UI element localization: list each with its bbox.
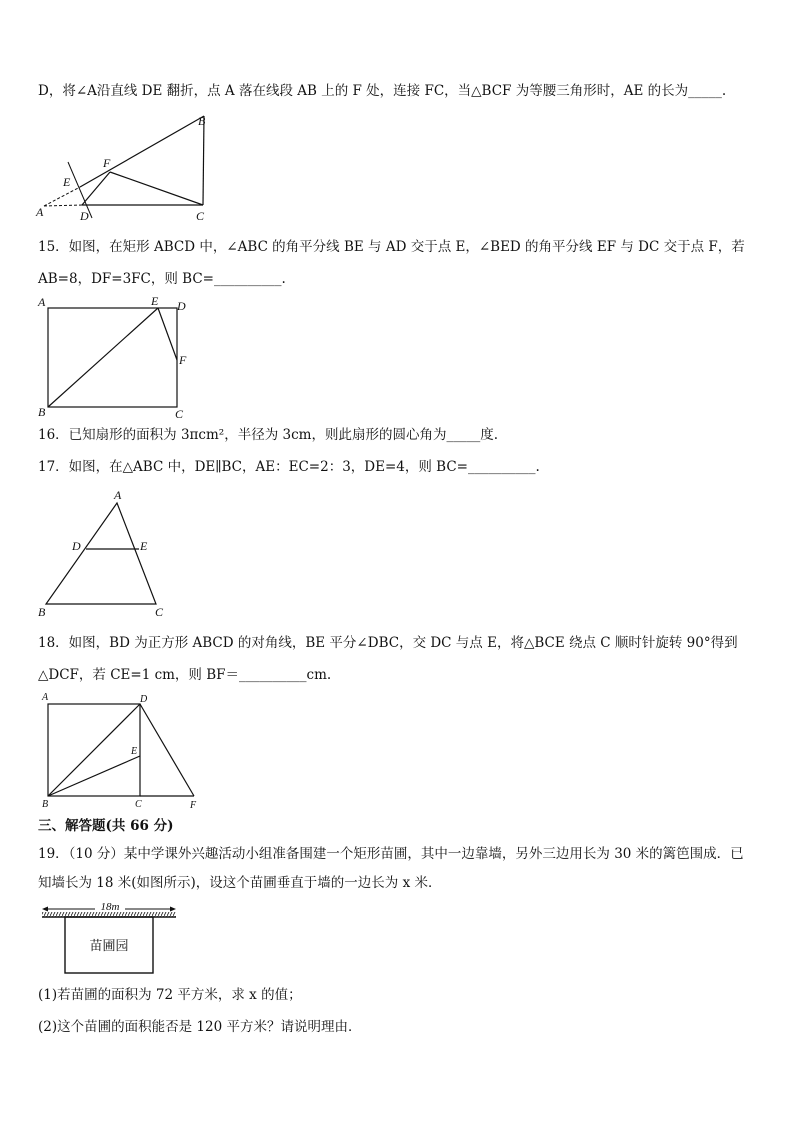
q19-text-line2: 知墙长为 18 米(如图所示)，设这个苗圃垂直于墙的一边长为 x 米． [38, 875, 442, 891]
q19-text-line1: 19．（10 分）某中学课外兴趣活动小组准备围建一个矩形苗圃，其中一边靠墙，另外三边用长为 30 米的篱笆围成．已 [38, 846, 744, 862]
q18-label-C: C [135, 799, 142, 810]
q15-figure [30, 292, 200, 420]
q18-label-A: A [42, 692, 49, 703]
q15-label-B: B [38, 405, 46, 419]
q19-arrow-left-icon [42, 907, 48, 912]
q14-segment-AD [44, 205, 82, 206]
q14-label-B: B [198, 114, 206, 128]
q17-label-B: B [38, 605, 46, 619]
q17-label-D: D [72, 539, 81, 553]
q14-segment-DF [82, 172, 110, 205]
q14-label-C: C [196, 209, 205, 223]
q18-diagonal-BD [48, 704, 140, 796]
section-heading: 三、解答题(共 66 分) [38, 818, 174, 834]
q14-segment-AE [44, 187, 80, 206]
q19-part1: (1)若苗圃的面积为 72 平方米，求 x 的值； [38, 987, 302, 1003]
q14-segment-BC [203, 116, 204, 205]
q17-figure [30, 486, 180, 622]
q18-label-D: D [140, 694, 148, 705]
q14-text-line1: D，将∠A沿直线 DE 翻折，点 A 落在线段 AB 上的 F 处，连接 FC，当△BCF 为等腰三角形时，AE 的长为_____. [38, 83, 727, 99]
q17-triangle-ABC [46, 503, 156, 604]
q15-text-line1: 15．如图，在矩形 ABCD 中，∠ABC 的角平分线 BE 与 AD 交于点 E，∠BED 的角平分线 EF 与 DC 交于点 F，若 [38, 239, 745, 255]
q19-wall-label: 18m [100, 901, 120, 913]
q16-text-line1: 16．已知扇形的面积为 3πcm²，半径为 3cm，则此扇形的圆心角为_____度. [38, 427, 498, 443]
q15-text-line2: AB=8，DF=3FC，则 BC=__________. [38, 271, 286, 287]
q15-label-F: F [179, 353, 187, 367]
q17-label-C: C [155, 605, 164, 619]
q19-garden-label: 苗圃园 [89, 939, 129, 954]
q15-segment-EF [158, 308, 177, 360]
q14-label-A: A [36, 205, 44, 219]
q19-figure [38, 898, 183, 978]
q17-label-E: E [140, 539, 148, 553]
q14-segment-EB [80, 116, 204, 187]
q15-label-E: E [151, 294, 159, 308]
q18-text-line2: △DCF，若 CE=1 cm，则 BF＝__________cm. [38, 667, 332, 683]
q18-label-F: F [190, 800, 197, 811]
q14-figure [30, 110, 220, 225]
q15-rectangle-ABCD [48, 308, 177, 407]
q18-label-B: B [42, 799, 49, 810]
q14-label-E: E [63, 175, 71, 189]
q14-label-F: F [103, 156, 111, 170]
q15-label-A: A [38, 295, 46, 309]
q18-figure [30, 688, 210, 812]
q14-segment-FC [110, 172, 203, 205]
q18-label-E: E [131, 746, 138, 757]
q15-label-C: C [175, 407, 184, 420]
q18-text-line1: 18．如图，BD 为正方形 ABCD 的对角线，BE 平分∠DBC，交 DC 与点 E，将△BCE 绕点 C 顺时针旋转 90°得到 [38, 635, 738, 651]
q18-segment-BE [48, 756, 140, 796]
q17-label-A: A [114, 488, 122, 502]
q19-arrow-right-icon [170, 907, 176, 912]
q15-segment-BE [48, 308, 158, 407]
q19-part2: (2)这个苗圃的面积能否是 120 平方米？请说明理由． [38, 1019, 362, 1035]
q14-label-D: D [80, 209, 89, 223]
q15-label-D: D [177, 299, 186, 313]
q18-segment-DF [140, 704, 194, 796]
q17-text-line1: 17．如图，在△ABC 中，DE∥BC，AE：EC=2：3，DE=4，则 BC=__________. [38, 459, 540, 475]
